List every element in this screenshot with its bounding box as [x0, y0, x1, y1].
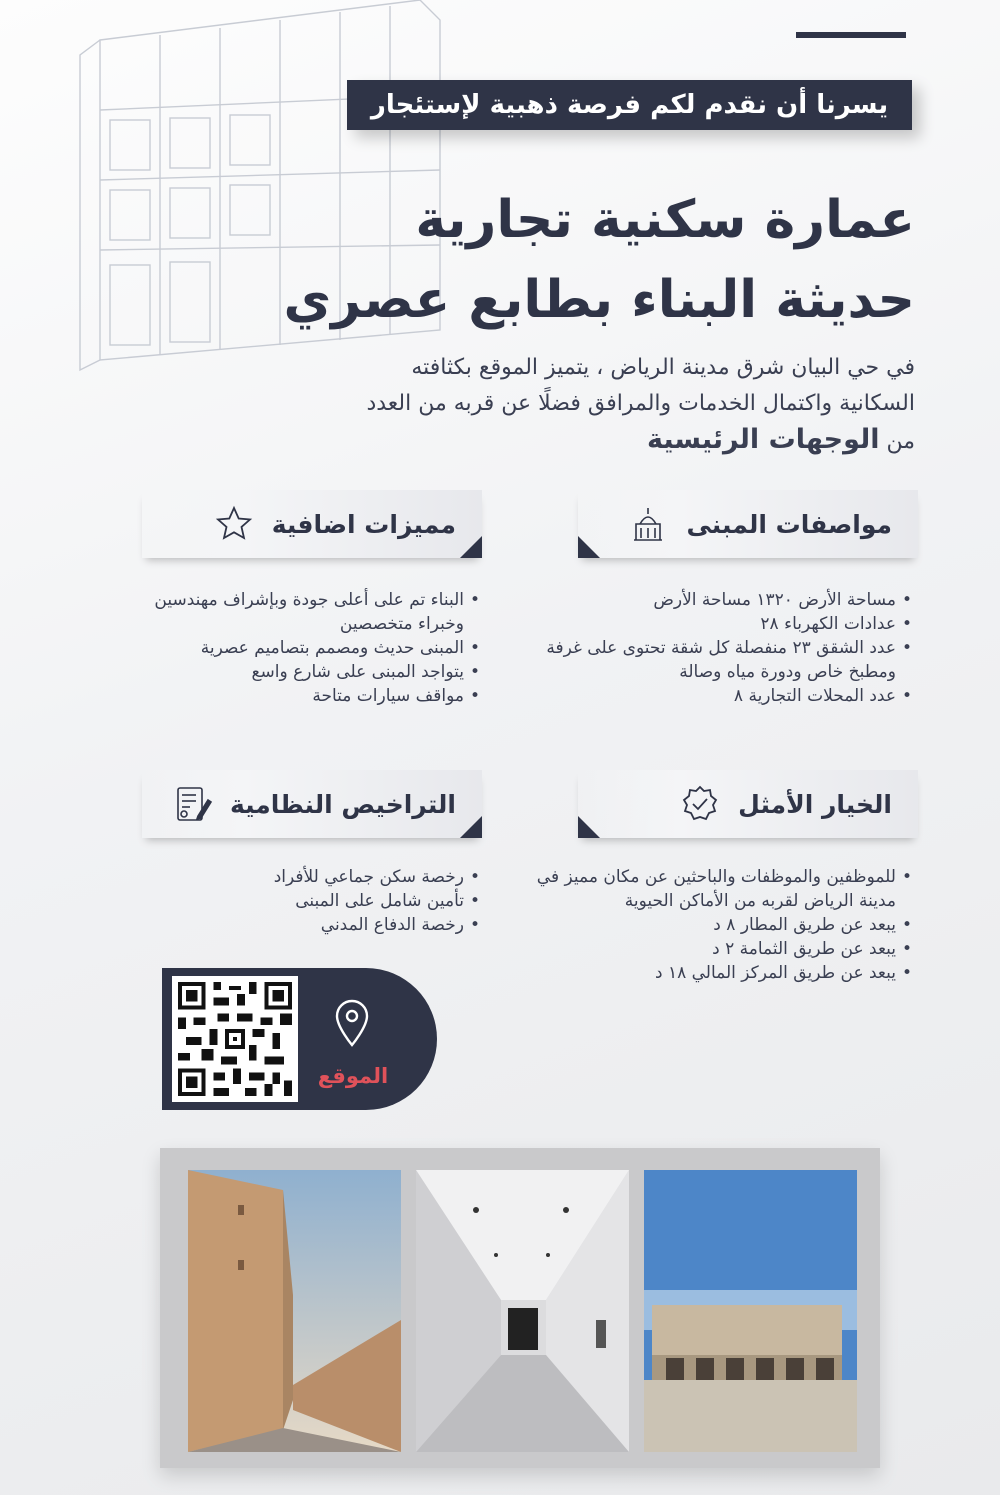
- section-header-extra-features: [142, 490, 482, 558]
- qr-code[interactable]: [172, 976, 298, 1102]
- list-item: • يبعد عن طريق المركز المالي ١٨ د: [512, 961, 912, 985]
- building-specs-list: [512, 588, 912, 708]
- licenses-list: [105, 865, 480, 937]
- decorative-top-bar: [796, 32, 906, 38]
- section-title: التراخيص النظامية: [229, 789, 456, 819]
- list-item: • مواقف سيارات متاحة: [105, 684, 480, 708]
- photo-building-exterior-alley: [188, 1170, 401, 1452]
- photo-gallery: [160, 1148, 880, 1468]
- list-item: • يتواجد المبنى على شارع واسع: [105, 660, 480, 684]
- intro-emphasis: الوجهات الرئيسية: [646, 424, 880, 455]
- best-choice-list: [512, 865, 912, 985]
- list-item: • تأمين شامل على المبنى: [105, 889, 480, 913]
- page-title: [195, 180, 915, 340]
- photo-interior-corridor: [416, 1170, 629, 1452]
- section-corner: [578, 816, 600, 838]
- section-title: مواصفات المبنى: [686, 509, 892, 539]
- list-item: • عدد الشقق ٢٣ منفصلة كل شقة تحتوى على غرفة ومطبخ خاص ودورة مياه وصالة: [512, 636, 912, 684]
- badge-check-icon: [678, 782, 722, 826]
- section-corner: [460, 816, 482, 838]
- list-item: • يبعد عن طريق المطار ٨ د: [512, 913, 912, 937]
- intro-line-3: [215, 422, 915, 460]
- document-edit-icon: [170, 782, 214, 826]
- star-icon: [212, 502, 256, 546]
- section-header-licenses: [142, 770, 482, 838]
- intro-prefix: من: [886, 429, 915, 454]
- location-label: الموقع: [317, 1064, 389, 1088]
- list-item: • يبعد عن طريق الثمامة ٢ د: [512, 937, 912, 961]
- intro-paragraph: [215, 350, 915, 460]
- intro-line-2: السكانية واكتمال الخدمات والمرافق فضلًا عن قربه من العدد: [366, 391, 915, 416]
- section-title: الخيار الأمثل: [738, 789, 892, 819]
- title-line-2: حديثة البناء بطابع عصري: [283, 270, 915, 330]
- extra-features-list: [105, 588, 480, 708]
- title-line-1: عمارة سكنية تجارية: [415, 190, 915, 250]
- section-title: مميزات اضافية: [271, 509, 456, 539]
- building-icon: [626, 502, 670, 546]
- list-item: • مساحة الأرض ١٣٢٠ مساحة الأرض: [512, 588, 912, 612]
- intro-line-1: في حي البيان شرق مدينة الرياض ، يتميز الموقع بكثافته: [411, 355, 915, 380]
- list-item: • للموظفين والموظفات والباحثين عن مكان مميز في مدينة الرياض لقربه من الأماكن الحيوية: [512, 865, 912, 913]
- list-item: • عدادات الكهرباء ٢٨: [512, 612, 912, 636]
- location-card[interactable]: [162, 968, 437, 1110]
- tagline-banner: يسرنا أن نقدم لكم فرصة ذهبية لإستئجار: [347, 80, 912, 130]
- section-header-building-specs: [578, 490, 918, 558]
- list-item: • المبنى حديث ومصمم بتصاميم عصرية: [105, 636, 480, 660]
- photo-building-front: [644, 1170, 857, 1452]
- section-corner: [460, 536, 482, 558]
- list-item: • رخصة الدفاع المدني: [105, 913, 480, 937]
- list-item: • البناء تم على أعلى جودة وبإشراف مهندسين وخبراء متخصصين: [105, 588, 480, 636]
- section-header-best-choice: [578, 770, 918, 838]
- location-pin-icon: [332, 998, 372, 1048]
- section-corner: [578, 536, 600, 558]
- list-item: • رخصة سكن جماعي للأفراد: [105, 865, 480, 889]
- list-item: • عدد المحلات التجارية ٨: [512, 684, 912, 708]
